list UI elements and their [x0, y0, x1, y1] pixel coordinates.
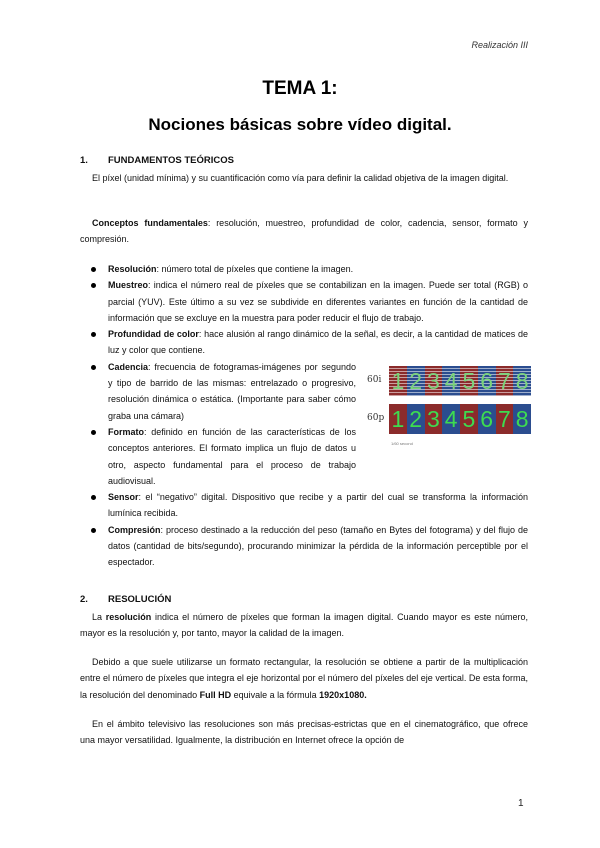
list-item: Resolución: número total de píxeles que contiene la imagen. [80, 261, 528, 277]
concepts-paragraph [80, 215, 528, 248]
label-60p: 60p [367, 413, 385, 423]
concepts-label: Conceptos fundamentales [92, 218, 208, 228]
frame-cell: 5 [460, 366, 478, 396]
section-1-heading [80, 155, 234, 166]
section-2-title: RESOLUCIÓN [108, 594, 172, 605]
list-item: Formato: definido en función de las características de los conceptos anteriores. El formato implica un flujo de datos u otro, aspecto fundamental para el proceso de trabajo audiovisual. [80, 424, 528, 489]
list-item: Muestreo: indica el número real de píxeles que se contabilizan en la imagen. Puede ser total (RGB) o parcial (YUV). Este último a su vez se subdivide en diferentes variantes en función de la cantidad de información que se excluye en la muestra para poder reducir el flujo de trabajo. [80, 277, 528, 326]
section-1-title: FUNDAMENTOS TEÓRICOS [108, 155, 234, 166]
frame-cell: 8 [513, 366, 531, 396]
frame-cell: 8 [513, 404, 531, 434]
frame-cell: 1 [389, 366, 407, 396]
frame-cell: 4 [442, 366, 460, 396]
cadence-figure [367, 366, 532, 446]
frame-cell: 6 [478, 404, 496, 434]
section-2-number: 2. [80, 594, 88, 605]
concepts-text: : resolución, muestreo, profundidad de color, cadencia, sensor, formato y compresión. [80, 218, 528, 245]
label-60i: 60i [367, 375, 382, 385]
progressive-row [389, 404, 531, 434]
list-item: Sensor: el “negativo” digital. Dispositivo que recibe y a partir del cual se transforma la información lumínica recibida. [80, 489, 528, 522]
frame-cell: 1 [389, 404, 407, 434]
bullet-icon [91, 283, 96, 288]
bullet-icon [91, 365, 96, 370]
figure-caption: 1/60 second [391, 441, 413, 446]
frame-cell: 7 [496, 404, 514, 434]
bullet-icon [91, 430, 96, 435]
bullet-icon [91, 528, 96, 533]
frame-cell: 6 [478, 366, 496, 396]
running-header: Realización III [471, 40, 528, 50]
frame-cell: 2 [407, 366, 425, 396]
interlaced-row [389, 366, 531, 396]
bullet-icon [91, 267, 96, 272]
section-1-number: 1. [80, 155, 88, 166]
resolution-paragraph-3: En el ámbito televisivo las resoluciones son más precisas-estrictas que en el cinematográfico, que ofrece una mayor versatilidad. Igualmente, la distribución en Internet ofrece la opción de [80, 719, 528, 746]
frame-cell: 3 [425, 404, 443, 434]
frame-cell: 7 [496, 366, 514, 396]
page-number: 1 [518, 798, 524, 809]
bullet-icon [91, 332, 96, 337]
frame-cell: 3 [425, 366, 443, 396]
frame-cell: 4 [442, 404, 460, 434]
list-item: Profundidad de color: hace alusión al rango dinámico de la señal, es decir, a la cantidad de matices de luz y color que contiene. [80, 326, 528, 359]
bullet-icon [91, 495, 96, 500]
topic-subtitle: Nociones básicas sobre vídeo digital. [148, 115, 452, 134]
resolution-paragraph-2: Debido a que suele utilizarse un formato rectangular, la resolución se obtiene a partir de la multiplicación entre el número de píxeles que integra el eje horizontal por el número del píxeles del eje vertical. De esta forma, la resolución del denominado Full HD equivale a la fórmula 1920x1080. [80, 657, 528, 700]
frame-cell: 2 [407, 404, 425, 434]
list-item: Cadencia: frecuencia de fotogramas-imágenes por segundo y tipo de barrido de las mismas: entrelazado o progresivo, resolución dinámica o estática. (Importante para saber cómo graba una cámara) [80, 359, 528, 424]
section-1-intro: El píxel (unidad mínima) y su cuantificación como vía para definir la calidad objetiva de la imagen digital. [92, 173, 509, 183]
frame-cell: 5 [460, 404, 478, 434]
list-item: Compresión: proceso destinado a la reducción del peso (tamaño en Bytes del fotograma) y del flujo de datos (cantidad de bits/segundo), procurando minimizar la pérdida de la información perceptible por el espectador. [80, 522, 528, 571]
resolution-paragraph-1: La resolución indica el número de píxeles que forman la imagen digital. Cuando mayor es este número, mayor es la resolución y, por tanto, mayor la calidad de la imagen. [80, 612, 528, 639]
section-2-heading [80, 594, 171, 605]
topic-title: TEMA 1: [262, 78, 338, 99]
